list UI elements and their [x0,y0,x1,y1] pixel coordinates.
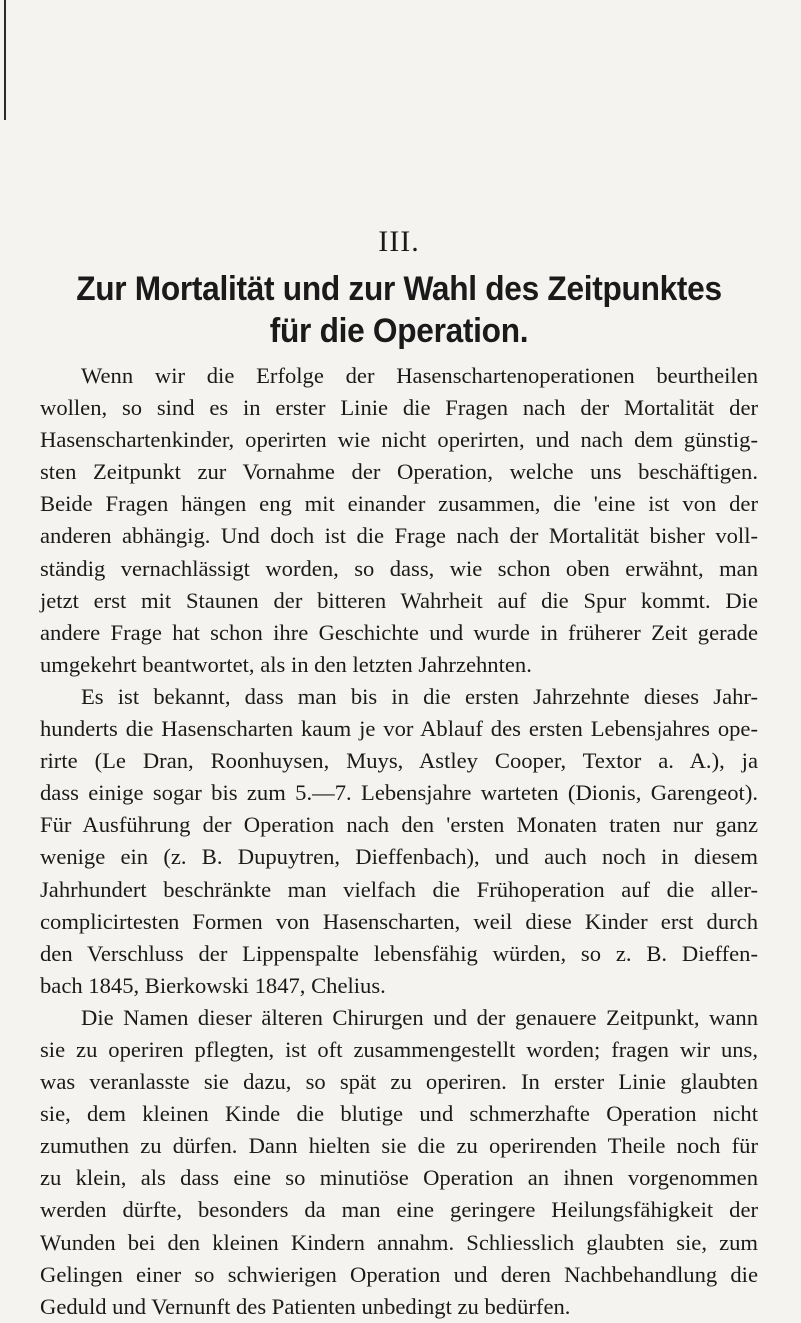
text-line: bach 1845, Bierkowski 1847, Chelius. [40,972,386,998]
text-line: sie, dem kleinen Kinde die blutige und schmerzhafte Operation nicht [40,1101,758,1127]
text-line: Es ist bekannt, dass man bis in die ersten Jahrzehnte dieses Jahr- [81,683,758,709]
text-line: wenige ein (z. B. Dupuytren, Dieffenbach), und auch noch in diesem [40,844,758,870]
text-line: Geduld und Vernunft des Patienten unbedingt zu bedürfen. [40,1293,571,1319]
text-line: wollen, so sind es in erster Linie die Fragen nach der Mortalität der [40,395,758,421]
body-text [40,360,758,1323]
text-line: anderen abhängig. Und doch ist die Frage nach der Mortalität bisher voll- [40,523,758,549]
text-line: Wunden bei den kleinen Kindern annahm. Schliesslich glaubten sie, zum [40,1229,758,1255]
text-line: Gelingen einer so schwierigen Operation und deren Nachbehandlung die [40,1261,758,1287]
text-line: Hasenschartenkinder, operirten wie nicht operirten, und nach dem günstig- [40,427,758,453]
paragraph-2 [40,681,758,1002]
paragraph-1 [40,360,758,681]
text-line: zumuthen zu dürfen. Dann hielten sie die zu operirenden Theile noch für [40,1133,758,1159]
text-line: dass einige sogar bis zum 5.—7. Lebensjahre warteten (Dionis, Garengeot). [40,780,758,806]
chapter-title [65,268,733,352]
chapter-number: III. [378,225,420,258]
document-page [40,222,758,1323]
text-line: den Verschluss der Lippenspalte lebensfähig würden, so z. B. Dieffen- [40,940,758,966]
scan-edge-line [4,0,6,120]
text-line: Für Ausführung der Operation nach den 'ersten Monaten traten nur ganz [40,812,758,838]
chapter-title-line: Zur Mortalität und zur Wahl des Zeitpunktes [76,270,722,308]
text-line: Wenn wir die Erfolge der Hasenschartenoperationen beurtheilen [81,363,758,388]
text-line: rirte (Le Dran, Roonhuysen, Muys, Astley Cooper, Textor a. A.), ja [40,748,758,774]
text-line: werden dürfte, besonders da man eine geringere Heilungsfähigkeit der [40,1197,758,1223]
text-line: was veranlasste sie dazu, so spät zu operiren. In erster Linie glaubten [40,1069,758,1095]
text-line: ständig vernachlässigt worden, so dass, wie schon oben erwähnt, man [40,555,758,581]
text-line: andere Frage hat schon ihre Geschichte und wurde in früherer Zeit gerade [40,619,758,645]
text-line: Jahrhundert beschränkte man vielfach die Frühoperation auf die aller- [40,876,758,902]
text-line: hunderts die Hasenscharten kaum je vor Ablauf des ersten Lebensjahres ope- [40,716,758,742]
text-line: sie zu operiren pflegten, ist oft zusammengestellt worden; fragen wir uns, [40,1036,758,1062]
text-line: complicirtesten Formen von Hasenscharten, weil diese Kinder erst durch [40,908,758,934]
text-line: Die Namen dieser älteren Chirurgen und der genauere Zeitpunkt, wann [81,1004,758,1030]
text-line: jetzt erst mit Staunen der bitteren Wahrheit auf die Spur kommt. Die [40,587,758,613]
paragraph-3 [40,1002,758,1323]
chapter-title-line: für die Operation. [269,312,529,350]
text-line: Beide Fragen hängen eng mit einander zusammen, die 'eine ist von der [40,491,758,517]
text-line: sten Zeitpunkt zur Vornahme der Operation, welche uns beschäftigen. [40,459,758,485]
text-line: umgekehrt beantwortet, als in den letzten Jahrzehnten. [40,651,532,677]
text-line: zu klein, als dass eine so minutiöse Operation an ihnen vorgenommen [40,1165,758,1191]
